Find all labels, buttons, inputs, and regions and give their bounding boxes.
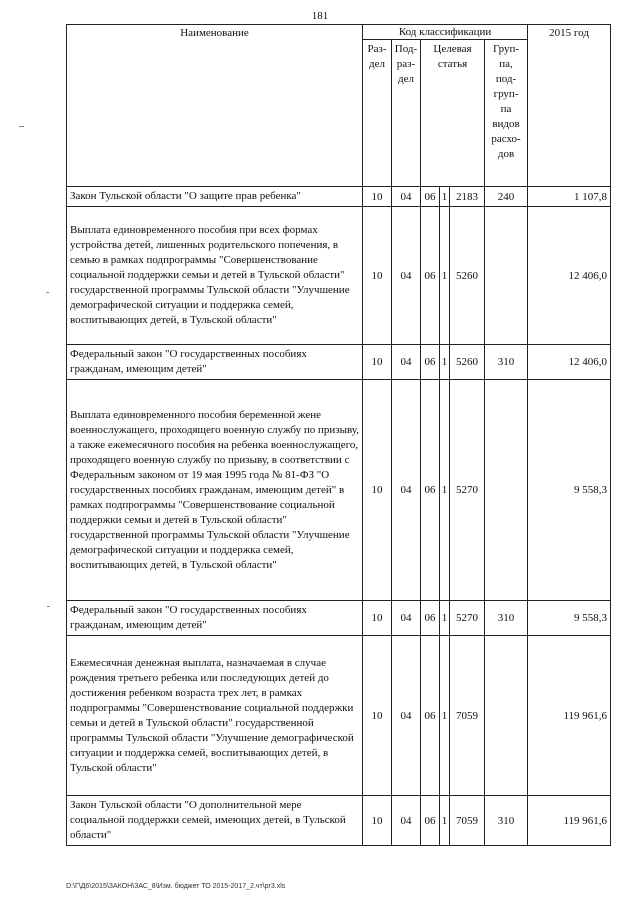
file-path-footer: D:\Г\Д6\2015\ЗАКОН\ЗАС_8\Изм. бюджет ТО 2015-2017_2.чт\pr3.xls xyxy=(66,883,286,890)
header-classification-code: Код классификации xyxy=(363,25,528,40)
row-subsection: 04 xyxy=(392,207,421,345)
row-target-direction: 2183 xyxy=(450,187,485,207)
table-row xyxy=(67,796,611,846)
row-subsection: 04 xyxy=(392,345,421,380)
row-target-program: 06 xyxy=(421,187,440,207)
row-target-subprogram: 1 xyxy=(440,207,450,345)
table-row xyxy=(67,601,611,636)
row-target-direction: 7059 xyxy=(450,636,485,796)
table-row xyxy=(67,380,611,601)
row-amount: 9 558,3 xyxy=(528,380,611,601)
row-subsection: 04 xyxy=(392,636,421,796)
row-name: Закон Тульской области "О защите прав ребенка" xyxy=(67,187,363,207)
row-subsection: 04 xyxy=(392,796,421,846)
header-line: па xyxy=(500,103,512,115)
row-amount: 119 961,6 xyxy=(528,636,611,796)
header-line: статья xyxy=(437,58,468,70)
row-name: Ежемесячная денежная выплата, назначаемая в случае рождения третьего ребенка или последующих детей до достижения ребенком возраста трех лет, в рамках подпрограммы "Совершенствование социальной поддержки семьи и детей в Тульской области" государственной программы Тульской области "Улучшение демографической ситуации и поддержка семей, воспитывающих детей, в Тульской области" xyxy=(67,636,363,796)
row-subsection: 04 xyxy=(392,380,421,601)
row-expense-group xyxy=(485,207,528,345)
header-line: па, xyxy=(499,58,513,70)
header-name: Наименование xyxy=(67,25,363,187)
table-row xyxy=(67,636,611,796)
header-line: дел xyxy=(398,73,414,85)
row-section: 10 xyxy=(363,187,392,207)
row-target-subprogram: 1 xyxy=(440,187,450,207)
row-section: 10 xyxy=(363,380,392,601)
row-target-direction: 7059 xyxy=(450,796,485,846)
row-section: 10 xyxy=(363,636,392,796)
row-target-subprogram: 1 xyxy=(440,380,450,601)
header-line: Целевая xyxy=(433,43,472,55)
header-line: Под- xyxy=(394,43,418,55)
row-target-program: 06 xyxy=(421,601,440,636)
table-row xyxy=(67,207,611,345)
row-name: Закон Тульской области "О дополнительной мере социальной поддержки семей, имеющих детей, в Тульской области" xyxy=(67,796,363,846)
row-name: Выплата единовременного пособия беременной жене военнослужащего, проходящего военную службу по призыву, а также ежемесячного пособия на ребенка военнослужащего, проходящего военную службу по призыву, в соответствии с Федеральным законом от 19 мая 1995 года № 81-ФЗ "О государственных пособиях гражданам, имеющим детей" в рамках подпрограммы "Совершенствование социальной поддержки семьи и детей в Тульской области" государственной программы Тульской области "Улучшение демографической ситуации и поддержка семей, воспитывающих детей, в Тульской области" xyxy=(67,380,363,601)
row-target-program: 06 xyxy=(421,636,440,796)
row-target-program: 06 xyxy=(421,380,440,601)
row-expense-group: 240 xyxy=(485,187,528,207)
header-subsection xyxy=(392,40,421,187)
row-target-subprogram: 1 xyxy=(440,636,450,796)
row-target-subprogram: 1 xyxy=(440,601,450,636)
header-line: раз- xyxy=(396,58,416,70)
header-line: Раз- xyxy=(367,43,387,55)
header-year: 2015 год xyxy=(528,25,611,187)
header-line: груп- xyxy=(493,88,519,100)
row-expense-group: 310 xyxy=(485,601,528,636)
row-subsection: 04 xyxy=(392,187,421,207)
row-section: 10 xyxy=(363,601,392,636)
row-section: 10 xyxy=(363,345,392,380)
row-target-program: 06 xyxy=(421,345,440,380)
row-amount: 12 406,0 xyxy=(528,345,611,380)
row-target-direction: 5260 xyxy=(450,207,485,345)
header-line: видов xyxy=(492,118,520,130)
row-expense-group: 310 xyxy=(485,796,528,846)
row-expense-group xyxy=(485,380,528,601)
header-line: дов xyxy=(497,148,515,160)
row-target-direction: 5270 xyxy=(450,380,485,601)
row-name: Федеральный закон "О государственных пособиях гражданам, имеющим детей" xyxy=(67,601,363,636)
scan-mark xyxy=(47,606,50,607)
header-line: дел xyxy=(369,58,385,70)
page-number: 181 xyxy=(311,10,329,22)
table-row xyxy=(67,187,611,207)
row-target-program: 06 xyxy=(421,207,440,345)
scan-mark xyxy=(46,292,49,293)
table-row xyxy=(67,345,611,380)
scan-mark xyxy=(19,126,24,127)
row-target-subprogram: 1 xyxy=(440,796,450,846)
row-name: Федеральный закон "О государственных пособиях гражданам, имеющим детей" xyxy=(67,345,363,380)
row-target-program: 06 xyxy=(421,796,440,846)
budget-table xyxy=(66,24,611,846)
row-amount: 9 558,3 xyxy=(528,601,611,636)
header-line: под- xyxy=(495,73,517,85)
header-target-item xyxy=(421,40,485,187)
row-expense-group xyxy=(485,636,528,796)
row-name: Выплата единовременного пособия при всех формах устройства детей, лишенных родительского попечения, в семью в рамках подпрограммы "Совершенствование социальной поддержки семьи и детей в Тульской области" государственной программы Тульской области "Улучшение демографической ситуации и поддержка семей, воспитывающих детей, в Тульской области" xyxy=(67,207,363,345)
row-target-direction: 5260 xyxy=(450,345,485,380)
header-line: расхо- xyxy=(491,133,521,145)
row-amount: 12 406,0 xyxy=(528,207,611,345)
row-amount: 119 961,6 xyxy=(528,796,611,846)
header-line: Груп- xyxy=(492,43,520,55)
row-target-subprogram: 1 xyxy=(440,345,450,380)
row-subsection: 04 xyxy=(392,601,421,636)
row-section: 10 xyxy=(363,796,392,846)
row-amount: 1 107,8 xyxy=(528,187,611,207)
row-expense-group: 310 xyxy=(485,345,528,380)
row-target-direction: 5270 xyxy=(450,601,485,636)
header-expense-group xyxy=(485,40,528,187)
header-section xyxy=(363,40,392,187)
row-section: 10 xyxy=(363,207,392,345)
